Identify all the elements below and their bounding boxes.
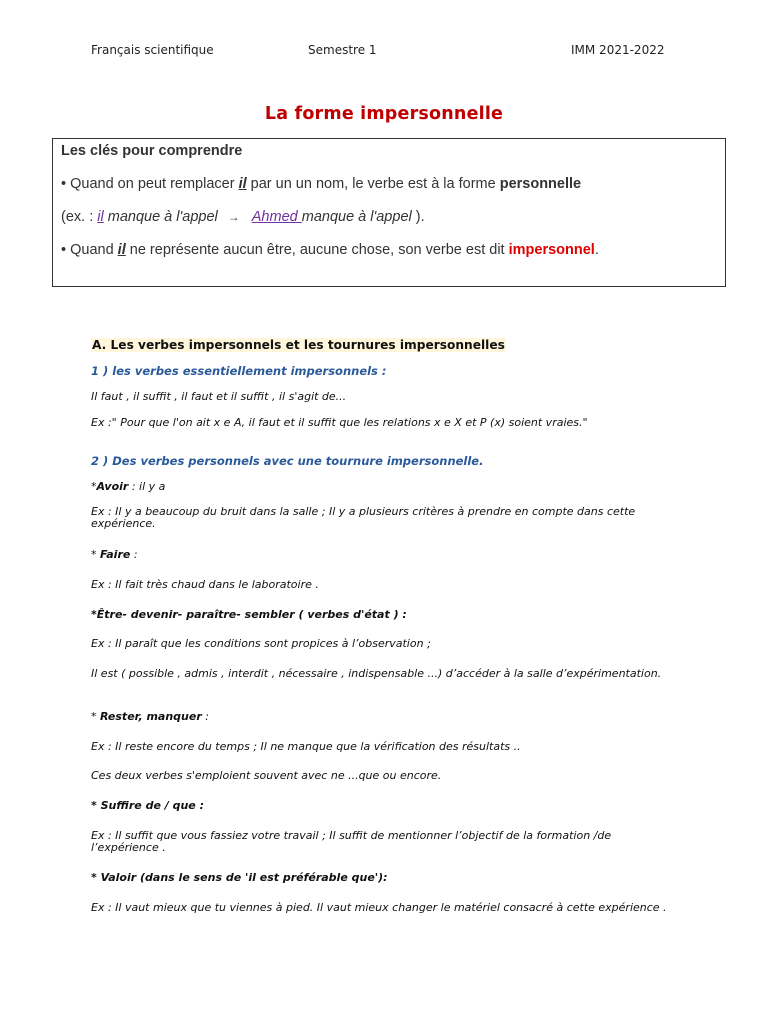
keys-line-personal — [61, 176, 581, 192]
keys-line2-ahmed: Ahmed — [251, 209, 302, 225]
avoir-label — [91, 480, 165, 493]
etre-example: Ex : Il paraît que les conditions sont propices à l’observation ; — [91, 637, 431, 650]
avoir-star: * — [91, 480, 97, 493]
faire-rest: : — [130, 548, 138, 561]
avoir-rest: : il y a — [128, 480, 166, 493]
etre-label: *Être- devenir- paraître- sembler ( verbes d'état ) : — [91, 608, 407, 621]
faire-verb: Faire — [100, 548, 131, 561]
subsection-1-title: 1 ) les verbes essentiellement impersonnels : — [91, 364, 387, 378]
keys-line-impersonal — [61, 242, 599, 258]
subsection-2-title: 2 ) Des verbes personnels avec une tournure impersonnelle. — [91, 454, 484, 468]
valoir-label: * Valoir (dans le sens de 'il est préférable que'): — [91, 871, 388, 884]
keys-line1-pre: • Quand on peut remplacer — [61, 176, 239, 192]
keys-box — [52, 138, 726, 287]
section-a-title: A. Les verbes impersonnels et les tournures impersonnelles — [92, 338, 505, 352]
suffire-example: Ex : Il suffit que vous fassiez votre travail ; Il suffit de mentionner l’objectif de la formation /de l’expérience . — [91, 829, 612, 854]
rester-verb: Rester, manquer — [100, 710, 202, 723]
keys-line-example — [61, 209, 425, 225]
faire-label — [91, 548, 138, 561]
keys-line2-manque1: manque à l'appel — [103, 209, 218, 225]
header-course: Français scientifique — [91, 43, 214, 57]
rester-rest: : — [201, 710, 209, 723]
suffire-label: * Suffire de / que : — [91, 799, 204, 812]
etre-example-2: Il est ( possible , admis , interdit , nécessaire , indispensable ...) d’accéder à la salle d’expérimentation. — [91, 667, 662, 680]
arrow-icon: → — [227, 210, 240, 224]
valoir-example: Ex : Il vaut mieux que tu viennes à pied. Il vaut mieux changer le matériel consacré à cette expérience . — [91, 901, 667, 914]
header-program: IMM 2021-2022 — [571, 43, 665, 57]
page-title: La forme impersonnelle — [264, 104, 504, 124]
faire-star: * — [91, 548, 100, 561]
rester-label — [91, 710, 209, 723]
keys-line2-il: il — [97, 209, 104, 225]
keys-line3-pre: • Quand — [61, 242, 118, 258]
keys-line2-open: (ex. : — [61, 209, 98, 225]
keys-line3-end: . — [594, 242, 599, 258]
keys-line2-manque2: manque à l'appel — [301, 209, 412, 225]
keys-line3-il: il — [117, 242, 126, 258]
keys-line1-mid: par un un nom, le verbe est à la forme — [246, 176, 500, 192]
keys-line2-close: ). — [411, 209, 425, 225]
faire-example: Ex : Il fait très chaud dans le laboratoire . — [91, 578, 319, 591]
rester-note: Ces deux verbes s'emploient souvent avec ne ...que ou encore. — [91, 769, 442, 782]
keys-box-heading: Les clés pour comprendre — [61, 143, 243, 159]
keys-line1-bold: personnelle — [499, 176, 582, 192]
header-semester: Semestre 1 — [308, 43, 377, 57]
avoir-verb: Avoir — [96, 480, 129, 493]
subsection-1-list: Il faut , il suffit , il faut et il suffit , il s'agit de... — [91, 390, 347, 403]
rester-star: * — [91, 710, 100, 723]
subsection-1-example: Ex :" Pour que l'on ait x e A, il faut et il suffit que les relations x e X et P (x) soient vraies." — [91, 416, 588, 429]
keys-line3-mid: ne représente aucun être, aucune chose, son verbe est dit — [125, 242, 509, 258]
rester-example: Ex : Il reste encore du temps ; Il ne manque que la vérification des résultats .. — [91, 740, 521, 753]
keys-line1-il: il — [238, 176, 247, 192]
avoir-example: Ex : Il y a beaucoup du bruit dans la salle ; Il y a plusieurs critères à prendre en compte dans cette expérience. — [91, 505, 636, 530]
keys-line3-red: impersonnel — [508, 242, 595, 258]
